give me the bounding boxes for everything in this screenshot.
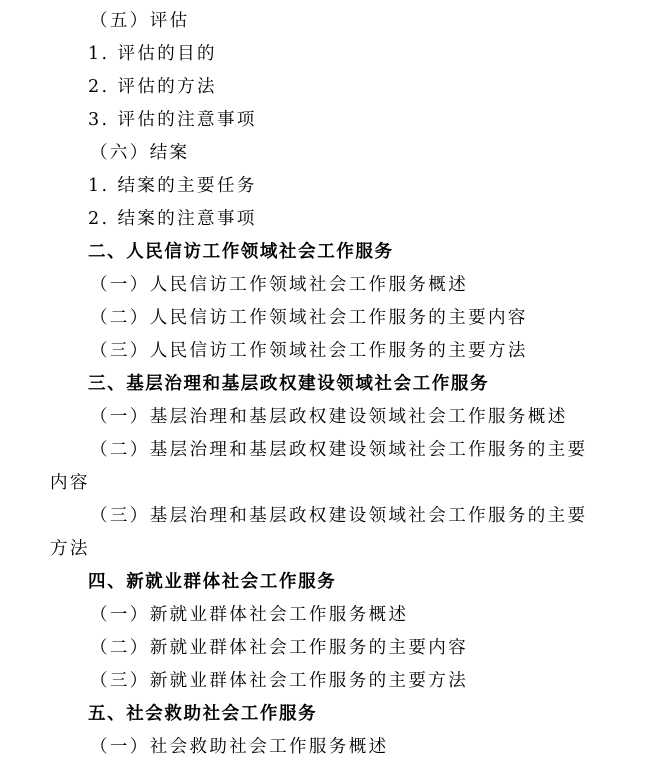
list-item: 2. 结案的注意事项 <box>88 209 257 229</box>
subsection-heading: （二）基层治理和基层政权建设领域社会工作服务的主要 <box>90 440 588 460</box>
subsection-heading: （五）评估 <box>90 11 190 31</box>
subsection-heading-continuation: 方法 <box>50 539 90 559</box>
subsection-heading: （二）人民信访工作领域社会工作服务的主要内容 <box>90 308 528 328</box>
section-heading: 二、人民信访工作领域社会工作服务 <box>88 242 394 262</box>
section-heading: 四、新就业群体社会工作服务 <box>88 572 337 592</box>
list-item: 1. 结案的主要任务 <box>88 176 257 196</box>
list-item: 2. 评估的方法 <box>88 77 217 97</box>
subsection-heading: （三）基层治理和基层政权建设领域社会工作服务的主要 <box>90 506 588 526</box>
subsection-heading: （三）人民信访工作领域社会工作服务的主要方法 <box>90 341 528 361</box>
subsection-heading: （一）新就业群体社会工作服务概述 <box>90 605 409 625</box>
list-item: 1. 评估的目的 <box>88 44 217 64</box>
subsection-heading: （二）新就业群体社会工作服务的主要内容 <box>90 638 469 658</box>
section-heading: 五、社会救助社会工作服务 <box>88 704 318 724</box>
subsection-heading: （一）人民信访工作领域社会工作服务概述 <box>90 275 469 295</box>
subsection-heading: （一）基层治理和基层政权建设领域社会工作服务概述 <box>90 407 568 427</box>
subsection-heading: （三）新就业群体社会工作服务的主要方法 <box>90 671 469 691</box>
subsection-heading: （六）结案 <box>90 143 190 163</box>
list-item: 3. 评估的注意事项 <box>88 110 257 130</box>
section-heading: 三、基层治理和基层政权建设领域社会工作服务 <box>88 374 490 394</box>
subsection-heading: （一）社会救助社会工作服务概述 <box>90 737 389 757</box>
subsection-heading-continuation: 内容 <box>50 473 90 493</box>
